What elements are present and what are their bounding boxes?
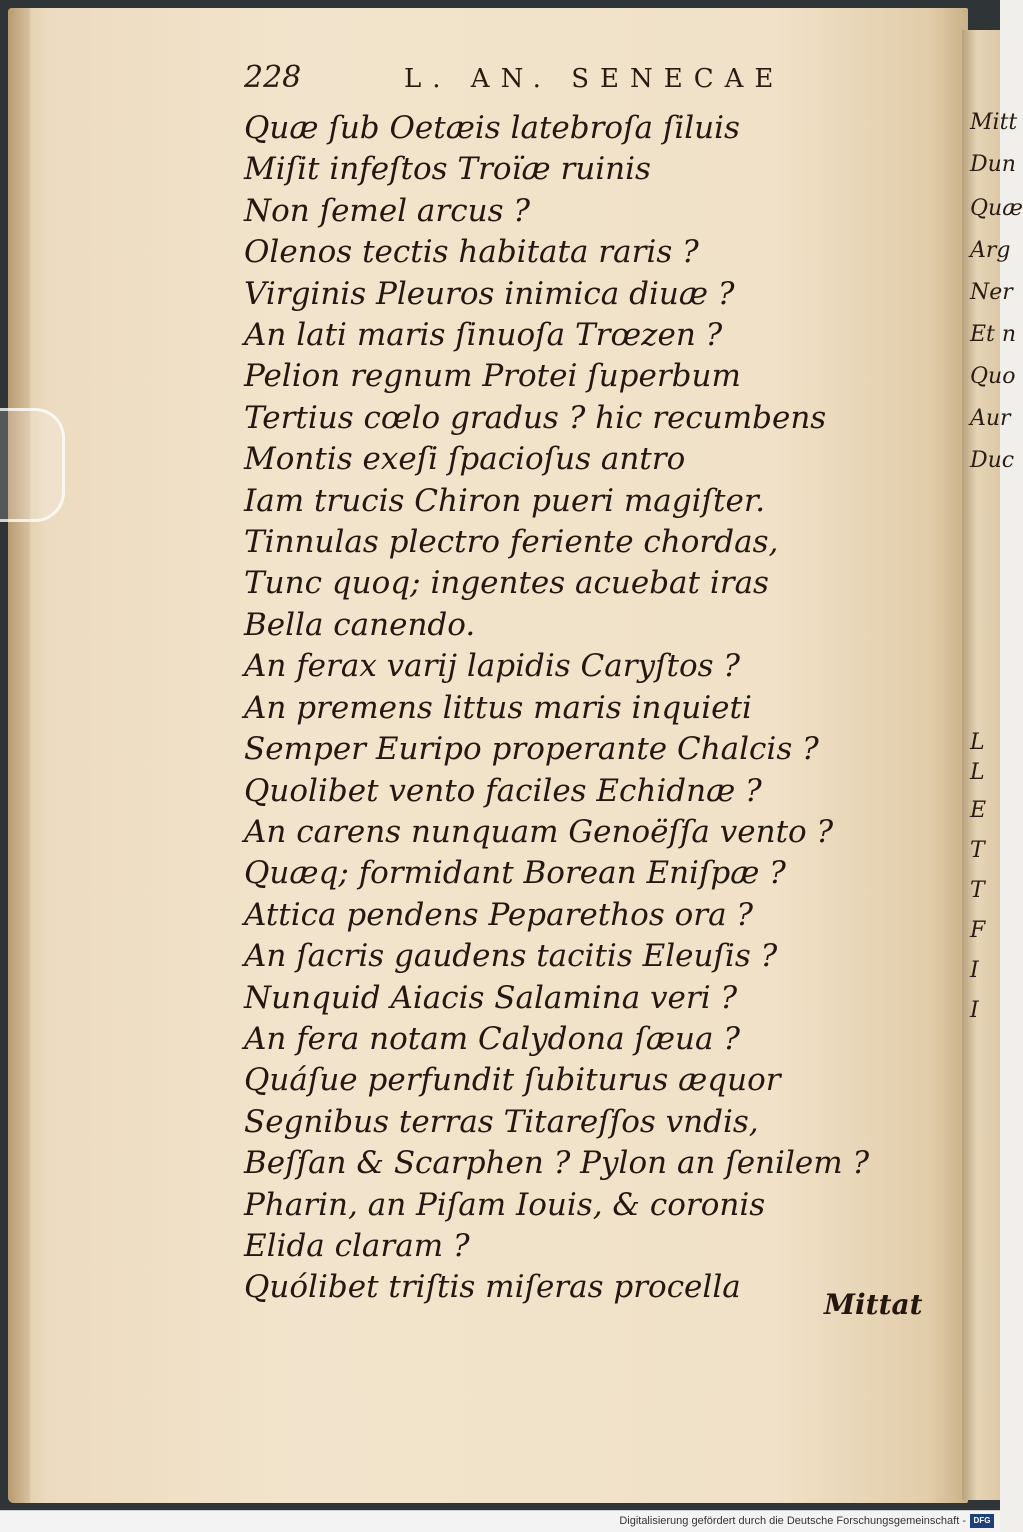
verse-line: Tertius cœlo gradus ? hic recumbens	[244, 399, 827, 436]
verse-line: Nunquid Aiacis Salamina veri ?	[244, 979, 738, 1016]
facing-page-fragment: Arg	[970, 238, 1011, 263]
facing-page-fragment: Quo	[970, 364, 1016, 389]
verse-block	[244, 108, 870, 1309]
page-clip	[0, 408, 65, 522]
verse-line: Quæq; formidant Borean Eniſpæ ?	[244, 855, 786, 892]
page-edge	[8, 8, 30, 1503]
facing-page-fragment: Mitt	[970, 110, 1018, 135]
facing-page-fragment: Duc	[970, 448, 1015, 473]
digitization-footer	[0, 1510, 1000, 1532]
facing-page-fragment: T	[970, 878, 985, 903]
verse-line: Elida claram ?	[244, 1227, 470, 1264]
catchword: Mittat	[824, 1288, 923, 1321]
verse-line: Miſit infeſtos Troïæ ruinis	[244, 151, 651, 188]
verse-line: Quáſue perfundit ſubiturus æquor	[244, 1062, 781, 1099]
verse-line: Quólibet triſtis miſeras procella	[244, 1269, 741, 1306]
verse-line: An ſacris gaudens tacitis Eleuſis ?	[244, 938, 778, 975]
facing-page-fragment: I	[970, 998, 979, 1023]
page-number: 228	[244, 60, 302, 95]
verse-line: Non ſemel arcus ?	[244, 192, 530, 229]
facing-page-fragment: Ner	[970, 280, 1013, 305]
verse-line: An premens littus maris inquieti	[244, 689, 752, 726]
verse-line: Olenos tectis habitata raris ?	[244, 234, 699, 271]
dfg-logo: DFG	[970, 1514, 994, 1528]
verse-line: Tunc quoq; ingentes acuebat iras	[244, 565, 769, 602]
running-title: L. AN. SENECAE	[404, 64, 785, 94]
facing-page-fragment: L	[970, 730, 985, 755]
facing-page-fragment: E	[970, 798, 987, 823]
verse-line: An fera notam Calydona ſæua ?	[244, 1020, 740, 1057]
verse-line: Beſſan & Scarphen ? Pylon an ſenilem ?	[244, 1145, 870, 1182]
facing-page-fragment: L	[970, 760, 985, 785]
verse-line: Semper Euripo properante Chalcis ?	[244, 731, 819, 768]
facing-page-fragment: Aur	[970, 406, 1011, 431]
verse-line: An ferax varij lapidis Caryſtos ?	[244, 648, 741, 685]
verse-line: Montis exeſi ſpacioſus antro	[244, 441, 686, 478]
verse-line: An carens nunquam Genoëſſa vento ?	[244, 813, 834, 850]
facing-page-edge	[962, 30, 1023, 1500]
verse-line: Quolibet vento faciles Echidnæ ?	[244, 772, 762, 809]
verse-line: Tinnulas plectro feriente chordas,	[244, 524, 779, 561]
funding-credit: Digitalisierung gefördert durch die Deutsche Forschungsgemeinschaft -	[619, 1515, 966, 1527]
verse-line: Attica pendens Peparethos ora ?	[244, 896, 754, 933]
page-header	[244, 60, 814, 100]
facing-page-fragment: I	[970, 958, 979, 983]
facing-page-fragment: T	[970, 838, 985, 863]
verse-line: Quæ ſub Oetæis latebroſa ſiluis	[244, 110, 740, 146]
verse-line: Pharin, an Piſam Iouis, & coronis	[244, 1186, 766, 1223]
verse-line: Bella canendo.	[244, 606, 476, 643]
verse-line: Segnibus terras Titareſſos vndis,	[244, 1103, 759, 1140]
facing-page-fragment: Et n	[970, 322, 1017, 347]
facing-page-fragment: Dun	[970, 152, 1016, 177]
verse-line: Iam trucis Chiron pueri magiſter.	[244, 482, 766, 519]
facing-page-fragment: F	[970, 918, 986, 943]
verse-line: Pelion regnum Protei ſuperbum	[244, 358, 741, 395]
facing-page-fragment: Quæ	[970, 196, 1023, 221]
verse-line: An lati maris ſinuoſa Trœzen ?	[244, 317, 723, 354]
verse-line: Virginis Pleuros inimica diuæ ?	[244, 275, 735, 312]
